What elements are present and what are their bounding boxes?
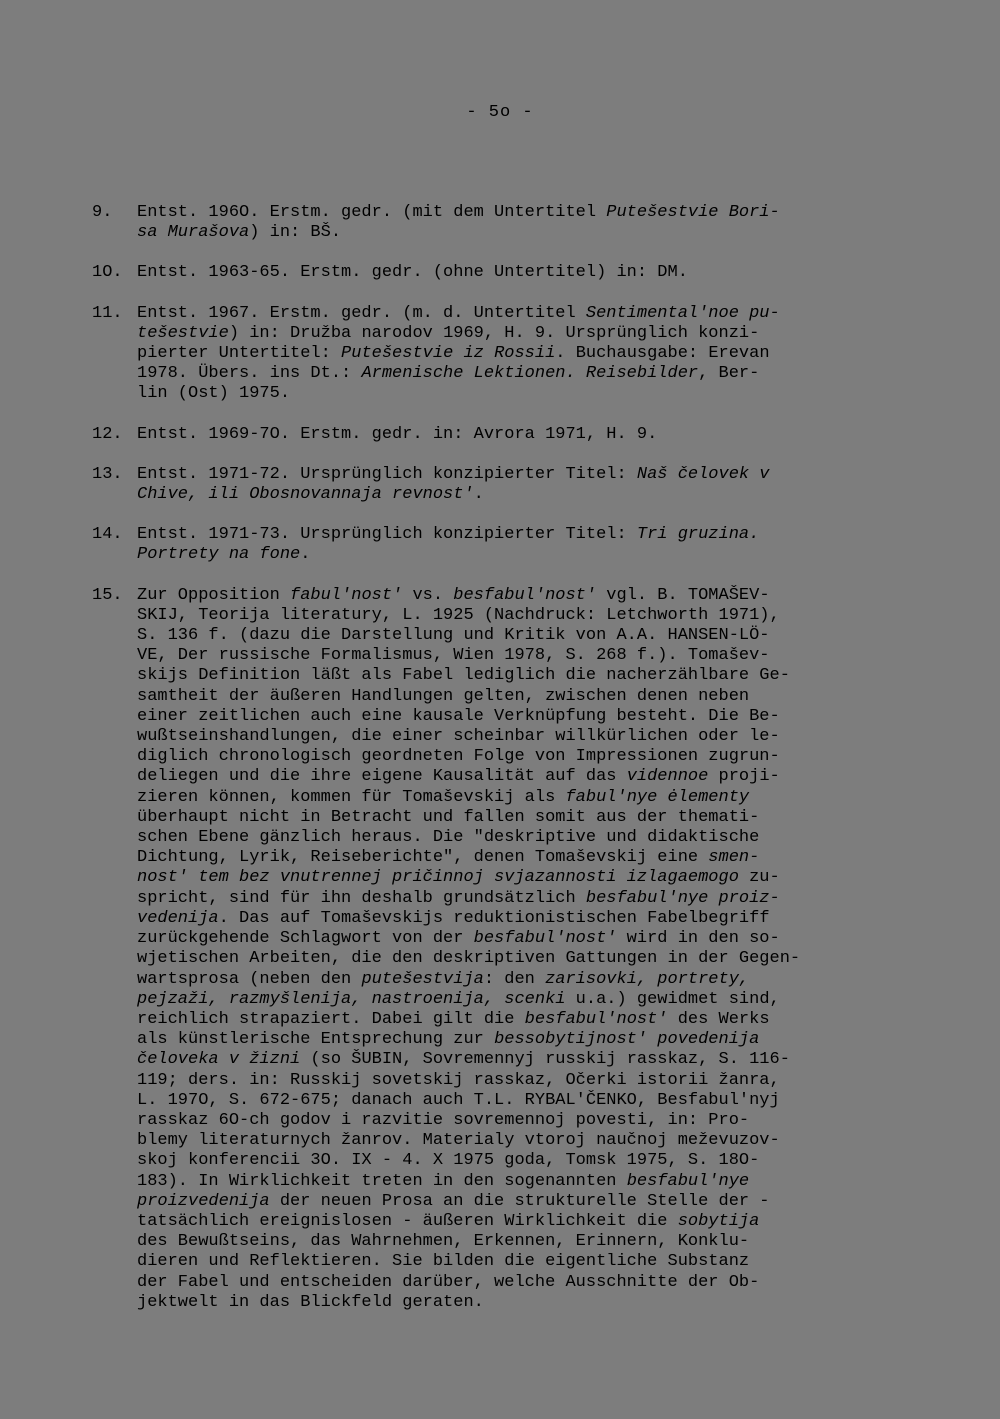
text-line: wjetischen Arbeiten, die den deskriptiven Gattungen in der Gegen- [137, 949, 801, 969]
text-line: VE, Der russische Formalismus, Wien 1978, S. 268 f.). Tomašev- [137, 646, 770, 666]
footnote-number: 15. [92, 585, 123, 605]
text-line: wartsprosa (neben den putešestvija: den zarisovki, portrety, [137, 969, 750, 989]
text-line: der Fabel und entscheiden darüber, welche Ausschnitte der Ob- [137, 1272, 760, 1292]
text-line: jektwelt in das Blickfeld geraten. [137, 1292, 484, 1312]
footnotes-list [92, 203, 912, 1333]
text-line: sa Murašova) in: BŠ. [137, 223, 342, 243]
text-line: Entst. 1963-65. Erstm. gedr. (ohne Untertitel) in: DM. [137, 263, 688, 283]
footnote-number: 13. [92, 464, 123, 484]
footnote-number: 14. [92, 525, 123, 545]
footnote-text [137, 586, 912, 1313]
text-line: pierter Untertitel: Putešestvie iz Rossii. Buchausgabe: Erevan [137, 344, 770, 364]
text-line: reichlich strapaziert. Dabei gilt die besfabul'nost' des Werks [137, 1009, 770, 1029]
text-line: einer zeitlichen auch eine kausale Verknüpfung besteht. Die Be- [137, 706, 780, 726]
text-line: proizvedenija der neuen Prosa an die strukturelle Stelle der - [137, 1191, 770, 1211]
text-line: Dichtung, Lyrik, Reiseberichte", denen Tomaševskij eine smen- [137, 848, 760, 868]
footnote-item [92, 203, 912, 243]
footnote-text [137, 525, 912, 565]
text-line: als künstlerische Entsprechung zur bessobytijnost' povedenija [137, 1030, 760, 1050]
footnote-number: 11. [92, 303, 123, 323]
text-line: rasskaz 6O-ch godov i razvitie sovremennoj povesti, in: Pro- [137, 1110, 750, 1130]
text-line: Entst. 1971-72. Ursprünglich konzipierter Titel: Naš čelovek v [137, 464, 770, 484]
text-line: spricht, sind für ihn deshalb grundsätzlich besfabul'nye proiz- [137, 888, 780, 908]
footnote-text [137, 263, 912, 283]
text-line: des Bewußtseins, das Wahrnehmen, Erkennen, Erinnern, Konklu- [137, 1232, 750, 1252]
text-line: dieren und Reflektieren. Sie bilden die eigentliche Substanz [137, 1252, 750, 1272]
text-line: tatsächlich ereignislosen - äußeren Wirklichkeit die sobytija [137, 1211, 760, 1231]
text-line: S. 136 f. (dazu die Darstellung und Kritik von A.A. HANSEN-LÖ- [137, 626, 770, 646]
text-line: überhaupt nicht in Betracht und fallen somit aus der themati- [137, 807, 760, 827]
text-line: samtheit der äußeren Handlungen gelten, zwischen denen neben [137, 686, 750, 706]
footnote-number: 12. [92, 424, 123, 444]
text-line: wußtseinshandlungen, die einer scheinbar willkürlichen oder le- [137, 727, 780, 747]
text-line: blemy literaturnych žanrov. Materialy vtoroj naučnoj meževuzov- [137, 1131, 780, 1151]
text-line: skijs Definition läßt als Fabel lediglich die nacherzählbare Ge- [137, 666, 790, 686]
text-line: Zur Opposition fabul'nost' vs. besfabul'nost' vgl. B. TOMAŠEV- [137, 585, 770, 605]
text-line: skoj konferencii 3O. IX - 4. X 1975 goda, Tomsk 1975, S. 18O- [137, 1151, 760, 1171]
text-line: zurückgehende Schlagwort von der besfabul'nost' wird in den so- [137, 929, 780, 949]
footnote-text [137, 304, 912, 405]
footnote-item [92, 425, 912, 445]
footnote-text [137, 465, 912, 505]
footnote-text [137, 425, 912, 445]
footnote-item [92, 586, 912, 1313]
text-line: lin (Ost) 1975. [137, 384, 291, 404]
text-line: Entst. 1969-7O. Erstm. gedr. in: Avrora 1971, H. 9. [137, 424, 658, 444]
text-line: Portrety na fone. [137, 545, 311, 565]
text-line: Entst. 1967. Erstm. gedr. (m. d. Untertitel Sentimental'noe pu- [137, 303, 780, 323]
text-line: schen Ebene gänzlich heraus. Die "deskriptive und didaktische [137, 828, 760, 848]
text-line: deliegen und die ihre eigene Kausalität auf das vidennoe proji- [137, 767, 780, 787]
footnote-item [92, 263, 912, 283]
text-line: vedenija. Das auf Tomaševskijs reduktionistischen Fabelbegriff [137, 908, 770, 928]
text-line: 1978. Übers. ins Dt.: Armenische Lektionen. Reisebilder, Ber- [137, 364, 760, 384]
text-line: zieren können, kommen für Tomaševskij als fabul'nye ėlementy [137, 787, 750, 807]
footnote-item [92, 304, 912, 405]
text-line: čeloveka v žizni (so ŠUBIN, Sovremennyj russkij rasskaz, S. 116- [137, 1050, 790, 1070]
page-number: - 5o - [466, 103, 534, 122]
text-line: L. 197O, S. 672-675; danach auch T.L. RYBAL'ČENKO, Besfabul'nyj [137, 1090, 780, 1110]
text-line: Entst. 196O. Erstm. gedr. (mit dem Untertitel Putešestvie Bori- [137, 203, 780, 222]
footnote-text [137, 203, 912, 243]
footnote-item [92, 525, 912, 565]
text-line: Chive, ili Obosnovannaja revnost'. [137, 485, 484, 505]
footnote-item [92, 465, 912, 505]
footnote-number: 9. [92, 203, 113, 222]
text-line: diglich chronologisch geordneten Folge von Impressionen zugrun- [137, 747, 780, 767]
text-line: 183). In Wirklichkeit treten in den sogenannten besfabul'nye [137, 1171, 750, 1191]
footnote-number: 1O. [92, 263, 123, 283]
text-line: pejzaži, razmyšlenija, nastroenija, scenki u.a.) gewidmet sind, [137, 989, 780, 1009]
text-line: 119; ders. in: Russkij sovetskij rasskaz, Očerki istorii žanra, [137, 1070, 780, 1090]
text-line: SKIJ, Teorija literatury, L. 1925 (Nachdruck: Letchworth 1971), [137, 605, 780, 625]
text-line: nost' tem bez vnutrennej pričinnoj svjazannosti izlagaemogo zu- [137, 868, 780, 888]
text-line: Entst. 1971-73. Ursprünglich konzipierter Titel: Tri gruzina. [137, 525, 760, 545]
text-line: tešestvie) in: Družba narodov 1969, H. 9. Ursprünglich konzi- [137, 323, 760, 343]
